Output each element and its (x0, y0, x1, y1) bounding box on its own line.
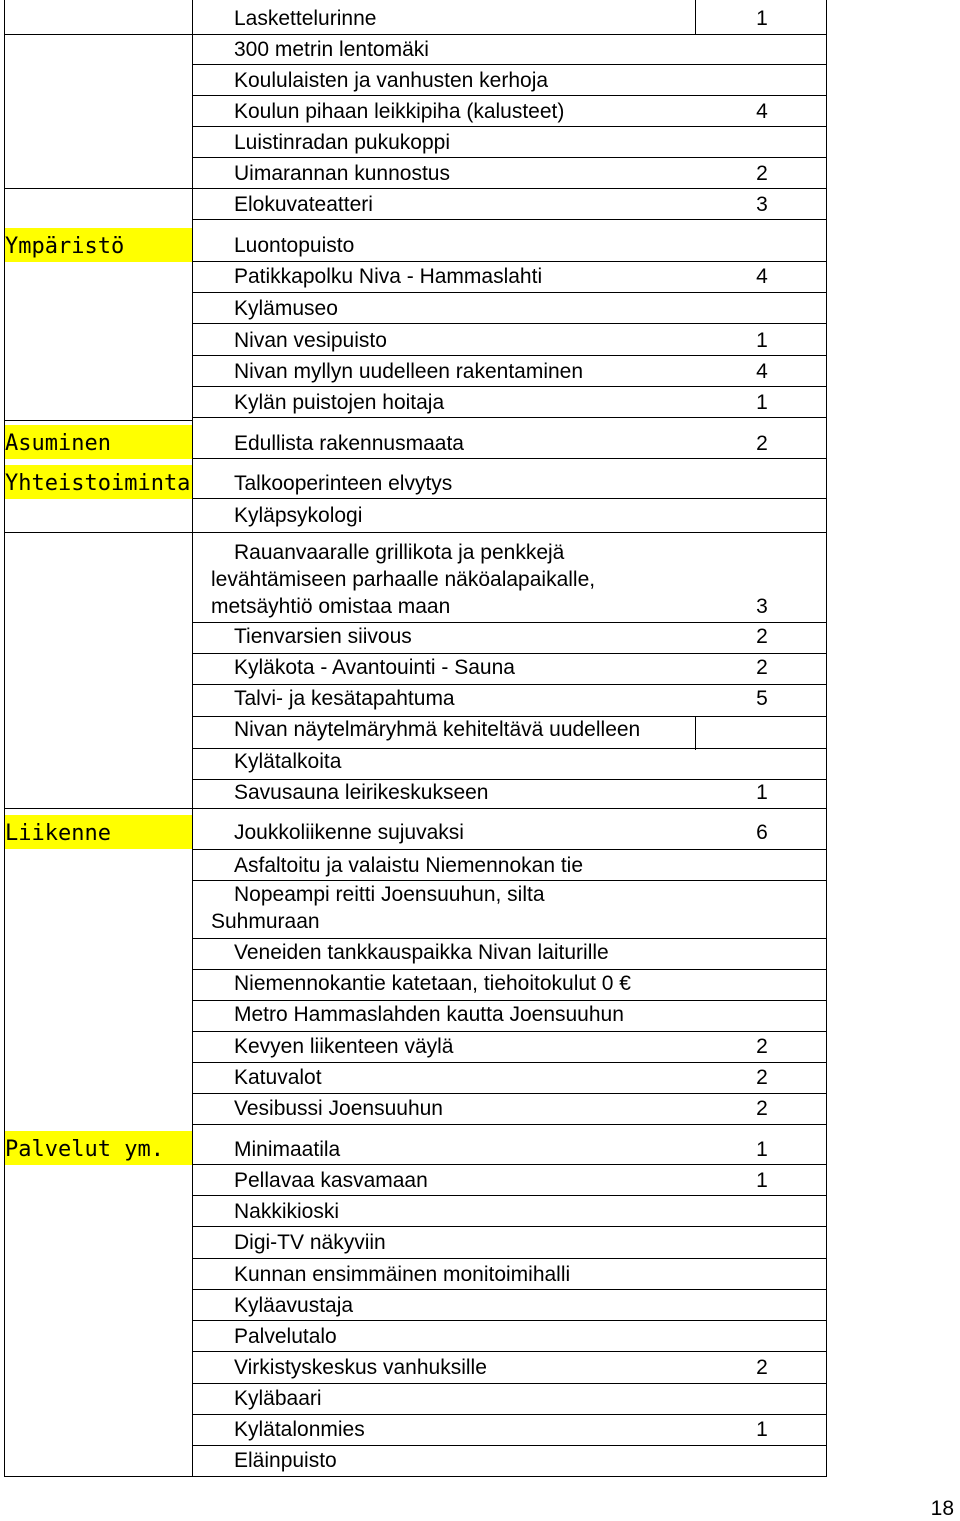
item-text: Rauanvaaralle grillikota ja penkkejä (234, 541, 565, 564)
item-value: 2 (756, 162, 768, 185)
item-text-continued: Suhmuraan (211, 910, 320, 933)
item-text: Kyläavustaja (234, 1294, 354, 1317)
item-text: Talkooperinteen elvytys (234, 472, 453, 495)
item-value: 3 (756, 193, 768, 216)
row-border (192, 34, 827, 35)
item-value: 2 (756, 432, 768, 455)
row-border (192, 1320, 827, 1321)
item-text: Asfaltoitu ja valaistu Niemennokan tie (234, 854, 584, 877)
row-border (192, 1124, 827, 1125)
item-value: 6 (756, 821, 768, 844)
row-border (192, 1031, 827, 1032)
row-border (192, 622, 827, 623)
row-border (192, 1093, 827, 1094)
left-border-2 (4, 188, 193, 189)
item-text: Kyläkota - Avantouinti - Sauna (234, 656, 515, 679)
category-yhteistoiminta: Yhteistoiminta (5, 465, 192, 499)
item-text: Katuvalot (234, 1066, 322, 1089)
item-text: Kyläbaari (234, 1387, 322, 1410)
row-border (192, 1000, 827, 1001)
item-text: Patikkapolku Niva - Hammaslahti (234, 265, 543, 288)
row-border (192, 969, 827, 970)
row-border (192, 1445, 827, 1446)
row-border (192, 938, 827, 939)
item-value: 2 (756, 656, 768, 679)
item-value: 2 (756, 1097, 768, 1120)
item-text: Luistinradan pukukoppi (234, 131, 450, 154)
item-text: Virkistyskeskus vanhuksille (234, 1356, 487, 1379)
left-border-6 (4, 808, 193, 809)
item-text: Talvi- ja kesätapahtuma (234, 687, 455, 710)
item-text: Elokuvateatteri (234, 193, 373, 216)
item-text: Metro Hammaslahden kautta Joensuuhun (234, 1003, 624, 1026)
category-ymparisto: Ympäristö (5, 228, 192, 262)
row-border (192, 95, 827, 96)
row-border (192, 1164, 827, 1165)
item-text: Savusauna leirikeskukseen (234, 781, 489, 804)
item-text: Eläinpuisto (234, 1449, 337, 1472)
item-text: Kylätalonmies (234, 1418, 365, 1441)
item-value: 2 (756, 1066, 768, 1089)
value-divider-mid (695, 716, 696, 750)
item-text: Uimarannan kunnostus (234, 162, 450, 185)
item-text: Tienvarsien siivous (234, 625, 412, 648)
item-text: Kunnan ensimmäinen monitoimihalli (234, 1263, 571, 1286)
item-text: Koululaisten ja vanhusten kerhoja (234, 69, 549, 92)
row-border (192, 498, 827, 499)
row-border (192, 1226, 827, 1227)
row-border (192, 1195, 827, 1196)
item-value: 1 (756, 1138, 768, 1161)
row-border (192, 532, 827, 533)
item-text: Kyläpsykologi (234, 504, 363, 527)
row-border (192, 261, 827, 262)
item-value: 1 (756, 781, 768, 804)
row-border (192, 219, 827, 220)
item-text-continued: metsäyhtiö omistaa maan (211, 595, 451, 618)
item-text: Kylän puistojen hoitaja (234, 391, 445, 414)
left-border-4 (4, 420, 193, 421)
item-text: Nivan myllyn uudelleen rakentaminen (234, 360, 584, 383)
item-text: Kylätalkoita (234, 750, 342, 773)
item-value: 1 (756, 329, 768, 352)
item-text: Koulun pihaan leikkipiha (kalusteet) (234, 100, 565, 123)
item-text: Nakkikioski (234, 1200, 340, 1223)
row-border (192, 323, 827, 324)
item-text: Laskettelurinne (234, 7, 377, 30)
item-value: 1 (756, 391, 768, 414)
row-border (192, 188, 827, 189)
value-divider-top (695, 0, 696, 34)
row-border (192, 386, 827, 387)
item-value: 4 (756, 265, 768, 288)
item-value: 4 (756, 100, 768, 123)
item-text: Nivan näytelmäryhmä kehiteltävä uudelleen (234, 718, 641, 741)
category-liikenne: Liikenne (5, 815, 192, 849)
item-text: 300 metrin lentomäki (234, 38, 429, 61)
item-text-continued: levähtämiseen parhaalle näköalapaikalle, (211, 568, 596, 591)
item-value: 2 (756, 1035, 768, 1058)
left-border-1 (4, 34, 193, 35)
row-border (192, 1351, 827, 1352)
row-border (192, 64, 827, 65)
row-border (192, 1289, 827, 1290)
row-border (192, 1476, 827, 1477)
row-border (192, 808, 827, 809)
row-border (192, 1414, 827, 1415)
item-text: Palvelutalo (234, 1325, 337, 1348)
item-value: 1 (756, 7, 768, 30)
row-border (192, 417, 827, 418)
row-border (192, 1383, 827, 1384)
row-border (192, 355, 827, 356)
right-border (826, 0, 827, 1477)
item-text: Vesibussi Joensuuhun (234, 1097, 443, 1120)
item-text: Joukkoliikenne sujuvaksi (234, 821, 464, 844)
row-border (192, 684, 827, 685)
row-border (192, 458, 827, 459)
row-border (192, 157, 827, 158)
item-text: Veneiden tankkauspaikka Nivan laiturille (234, 941, 609, 964)
item-text: Kevyen liikenteen väylä (234, 1035, 454, 1058)
category-palvelut: Palvelut ym. (5, 1131, 192, 1165)
row-border (192, 126, 827, 127)
item-value: 3 (756, 595, 768, 618)
row-border (192, 1062, 827, 1063)
item-text: Nivan vesipuisto (234, 329, 387, 352)
item-text: Kylämuseo (234, 297, 338, 320)
row-border (192, 880, 827, 881)
item-text: Minimaatila (234, 1138, 341, 1161)
item-text: Digi-TV näkyviin (234, 1231, 386, 1254)
row-border (192, 653, 827, 654)
item-text: Luontopuisto (234, 234, 355, 257)
item-value: 2 (756, 1356, 768, 1379)
item-value: 4 (756, 360, 768, 383)
page-number: 18 (930, 1497, 954, 1520)
item-value: 1 (756, 1169, 768, 1192)
item-value: 1 (756, 1418, 768, 1441)
left-border-5 (4, 532, 193, 533)
item-value: 2 (756, 625, 768, 648)
item-text: Pellavaa kasvamaan (234, 1169, 428, 1192)
left-border-7 (4, 1476, 193, 1477)
left-border (4, 0, 5, 1477)
category-asuminen: Asuminen (5, 425, 192, 459)
item-text: Nopeampi reitti Joensuuhun, silta (234, 883, 545, 906)
item-text: Niemennokantie katetaan, tiehoitokulut 0 € (234, 972, 631, 995)
row-border (192, 849, 827, 850)
row-border (192, 1258, 827, 1259)
row-border (192, 292, 827, 293)
item-value: 5 (756, 687, 768, 710)
column-divider (192, 0, 193, 1477)
item-text: Edullista rakennusmaata (234, 432, 464, 455)
